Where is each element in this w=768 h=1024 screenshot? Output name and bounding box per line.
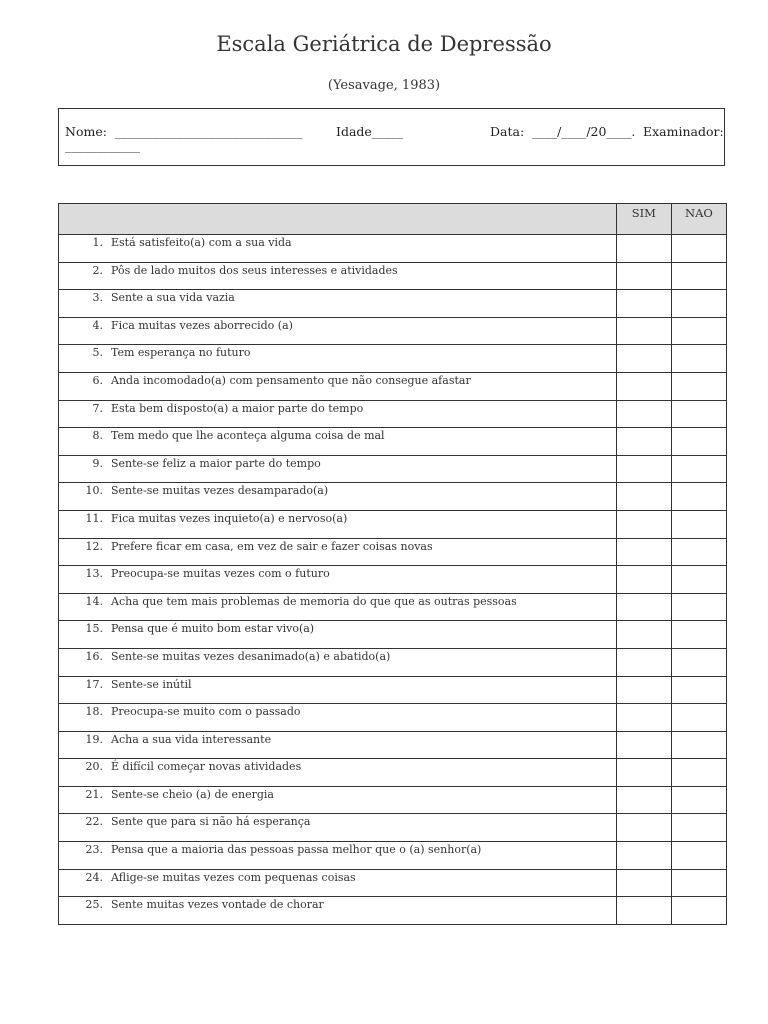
question-text: Está satisfeito(a) com a sua vida: [111, 236, 292, 249]
question-text: Acha que tem mais problemas de memoria do que que as outras pessoas: [111, 594, 517, 608]
page-title: Escala Geriátrica de Depressão: [216, 32, 552, 56]
question-text: Preocupa-se muitas vezes com o futuro: [111, 567, 330, 581]
sim-answer-cell[interactable]: [616, 621, 671, 649]
nao-answer-cell[interactable]: [671, 621, 726, 649]
table-row: [59, 759, 727, 787]
sim-answer-cell[interactable]: [616, 428, 671, 456]
table-row: [59, 814, 727, 842]
question-number: 19.: [85, 732, 103, 746]
name-field[interactable]: Nome: ______________________________: [65, 124, 303, 139]
question-text: Sente-se feliz a maior parte do tempo: [111, 456, 321, 470]
nao-answer-cell[interactable]: [671, 317, 726, 345]
table-row: [59, 262, 727, 290]
question-text: Sente-se muitas vezes desanimado(a) e abatido(a): [111, 649, 391, 663]
nao-answer-cell[interactable]: [671, 538, 726, 566]
nao-answer-cell[interactable]: [671, 842, 726, 870]
examiner-field[interactable]: ____________: [65, 138, 140, 153]
question-number: 12.: [85, 539, 103, 553]
nao-answer-cell[interactable]: [671, 704, 726, 732]
sim-answer-cell[interactable]: [616, 345, 671, 373]
question-cell: [59, 317, 617, 345]
nao-answer-cell[interactable]: [671, 786, 726, 814]
question-text: Preocupa-se muito com o passado: [111, 705, 301, 719]
age-field[interactable]: Idade_____: [336, 124, 404, 139]
examiner-label: Examinador:: [643, 124, 724, 139]
table-row: [59, 345, 727, 373]
question-number: 15.: [85, 622, 103, 636]
questions-body: [59, 235, 727, 925]
question-number: 16.: [85, 649, 103, 663]
question-number: 8.: [92, 429, 103, 443]
question-cell: [59, 428, 617, 456]
table-row: [59, 400, 727, 428]
question-text: Acha a sua vida interessante: [111, 732, 272, 746]
question-cell: [59, 869, 617, 897]
sim-answer-cell[interactable]: [616, 676, 671, 704]
table-row: [59, 869, 727, 897]
question-cell: [59, 897, 617, 925]
question-cell: [59, 345, 617, 373]
question-cell: [59, 538, 617, 566]
table-row: [59, 290, 727, 318]
table-row: [59, 510, 727, 538]
table-row: [59, 566, 727, 594]
nao-answer-cell[interactable]: [671, 759, 726, 787]
nao-answer-cell[interactable]: [671, 897, 726, 925]
sim-answer-cell[interactable]: [616, 897, 671, 925]
depression-scale-table: [58, 203, 727, 925]
sim-answer-cell[interactable]: [616, 814, 671, 842]
question-number: 1.: [92, 236, 103, 249]
table-row: [59, 704, 727, 732]
question-header: [59, 204, 617, 235]
sim-answer-cell[interactable]: [616, 483, 671, 511]
page-subtitle: (Yesavage, 1983): [327, 78, 441, 93]
question-number: 7.: [92, 401, 103, 415]
question-number: 2.: [92, 263, 103, 277]
nao-answer-cell[interactable]: [671, 676, 726, 704]
patient-info-box: [58, 108, 725, 166]
sim-answer-cell[interactable]: [616, 566, 671, 594]
question-text: Sente-se muitas vezes desamparado(a): [111, 484, 329, 498]
sim-answer-cell[interactable]: [616, 593, 671, 621]
question-cell: [59, 704, 617, 732]
nao-answer-cell[interactable]: [671, 731, 726, 759]
question-cell: [59, 759, 617, 787]
question-number: 25.: [85, 898, 103, 912]
nao-header: NAO: [671, 204, 726, 235]
nao-answer-cell[interactable]: [671, 814, 726, 842]
question-cell: [59, 842, 617, 870]
table-row: [59, 897, 727, 925]
question-number: 6.: [92, 373, 103, 387]
question-number: 14.: [85, 594, 103, 608]
question-cell: [59, 262, 617, 290]
question-number: 9.: [92, 456, 103, 470]
sim-answer-cell[interactable]: [616, 290, 671, 318]
table-row: [59, 593, 727, 621]
nao-answer-cell[interactable]: [671, 455, 726, 483]
question-text: É difícil começar novas atividades: [111, 760, 302, 774]
nao-answer-cell[interactable]: [671, 262, 726, 290]
question-cell: [59, 648, 617, 676]
table-row: [59, 372, 727, 400]
question-number: 5.: [92, 346, 103, 360]
sim-answer-cell[interactable]: [616, 869, 671, 897]
question-text: Sente-se cheio (a) de energia: [111, 787, 274, 801]
question-text: Pensa que a maioria das pessoas passa melhor que o (a) senhor(a): [111, 843, 482, 857]
question-cell: [59, 455, 617, 483]
question-number: 17.: [85, 677, 103, 691]
question-text: Anda incomodado(a) com pensamento que não consegue afastar: [111, 373, 471, 387]
sim-answer-cell[interactable]: [616, 842, 671, 870]
question-cell: [59, 483, 617, 511]
sim-answer-cell[interactable]: [616, 235, 671, 263]
question-number: 22.: [85, 815, 103, 829]
question-cell: [59, 372, 617, 400]
sim-answer-cell[interactable]: [616, 400, 671, 428]
question-text: Pensa que é muito bom estar vivo(a): [111, 622, 315, 636]
nao-answer-cell[interactable]: [671, 235, 726, 263]
nao-answer-cell[interactable]: [671, 483, 726, 511]
question-number: 3.: [92, 291, 103, 305]
table-row: [59, 621, 727, 649]
table-row: [59, 538, 727, 566]
question-text: Tem esperança no futuro: [111, 346, 251, 360]
question-cell: [59, 510, 617, 538]
nao-answer-cell[interactable]: [671, 510, 726, 538]
question-text: Pôs de lado muitos dos seus interesses e atividades: [111, 263, 398, 277]
nao-answer-cell[interactable]: [671, 290, 726, 318]
table-row: [59, 455, 727, 483]
table-row: [59, 786, 727, 814]
question-cell: [59, 731, 617, 759]
question-number: 13.: [85, 567, 103, 581]
question-number: 4.: [92, 318, 103, 332]
sim-answer-cell[interactable]: [616, 317, 671, 345]
question-cell: [59, 566, 617, 594]
sim-answer-cell[interactable]: [616, 372, 671, 400]
nao-answer-cell[interactable]: [671, 345, 726, 373]
table-row: [59, 317, 727, 345]
table-header-row: [59, 204, 727, 235]
sim-answer-cell[interactable]: [616, 262, 671, 290]
table-row: [59, 235, 727, 263]
question-cell: [59, 290, 617, 318]
sim-answer-cell[interactable]: [616, 731, 671, 759]
question-number: 18.: [85, 705, 103, 719]
sim-answer-cell[interactable]: [616, 704, 671, 732]
question-text: Fica muitas vezes aborrecido (a): [111, 318, 293, 332]
question-cell: [59, 786, 617, 814]
table-row: [59, 483, 727, 511]
question-text: Sente que para si não há esperança: [111, 815, 311, 829]
table-row: [59, 676, 727, 704]
nao-answer-cell[interactable]: [671, 372, 726, 400]
question-number: 10.: [85, 484, 103, 498]
sim-answer-cell[interactable]: [616, 538, 671, 566]
nao-answer-cell[interactable]: [671, 428, 726, 456]
question-number: 23.: [85, 843, 103, 857]
nao-answer-cell[interactable]: [671, 648, 726, 676]
sim-answer-cell[interactable]: [616, 759, 671, 787]
question-cell: [59, 593, 617, 621]
sim-answer-cell[interactable]: [616, 455, 671, 483]
question-cell: [59, 235, 617, 263]
nao-answer-cell[interactable]: [671, 566, 726, 594]
question-cell: [59, 400, 617, 428]
sim-answer-cell[interactable]: [616, 510, 671, 538]
question-number: 24.: [85, 870, 103, 884]
question-cell: [59, 621, 617, 649]
question-number: 11.: [85, 511, 103, 525]
sim-answer-cell[interactable]: [616, 786, 671, 814]
question-text: Tem medo que lhe aconteça alguma coisa de mal: [111, 429, 385, 443]
nao-answer-cell[interactable]: [671, 400, 726, 428]
table-row: [59, 648, 727, 676]
question-text: Prefere ficar em casa, em vez de sair e fazer coisas novas: [111, 539, 433, 553]
question-text: Fica muitas vezes inquieto(a) e nervoso(a): [111, 511, 348, 525]
question-text: Sente-se inútil: [111, 677, 192, 691]
table-row: [59, 428, 727, 456]
question-number: 21.: [85, 787, 103, 801]
nao-answer-cell[interactable]: [671, 593, 726, 621]
question-cell: [59, 814, 617, 842]
question-number: 20.: [85, 760, 103, 774]
table-row: [59, 842, 727, 870]
question-text: Sente a sua vida vazia: [111, 291, 235, 305]
question-text: Sente muitas vezes vontade de chorar: [111, 898, 324, 912]
question-text: Aflige-se muitas vezes com pequenas coisas: [111, 870, 356, 884]
sim-answer-cell[interactable]: [616, 648, 671, 676]
question-text: Esta bem disposto(a) a maior parte do tempo: [111, 401, 364, 415]
question-cell: [59, 676, 617, 704]
table-row: [59, 731, 727, 759]
nao-answer-cell[interactable]: [671, 869, 726, 897]
date-field[interactable]: Data: ____/____/20____.: [490, 124, 636, 139]
sim-header: SIM: [616, 204, 671, 235]
